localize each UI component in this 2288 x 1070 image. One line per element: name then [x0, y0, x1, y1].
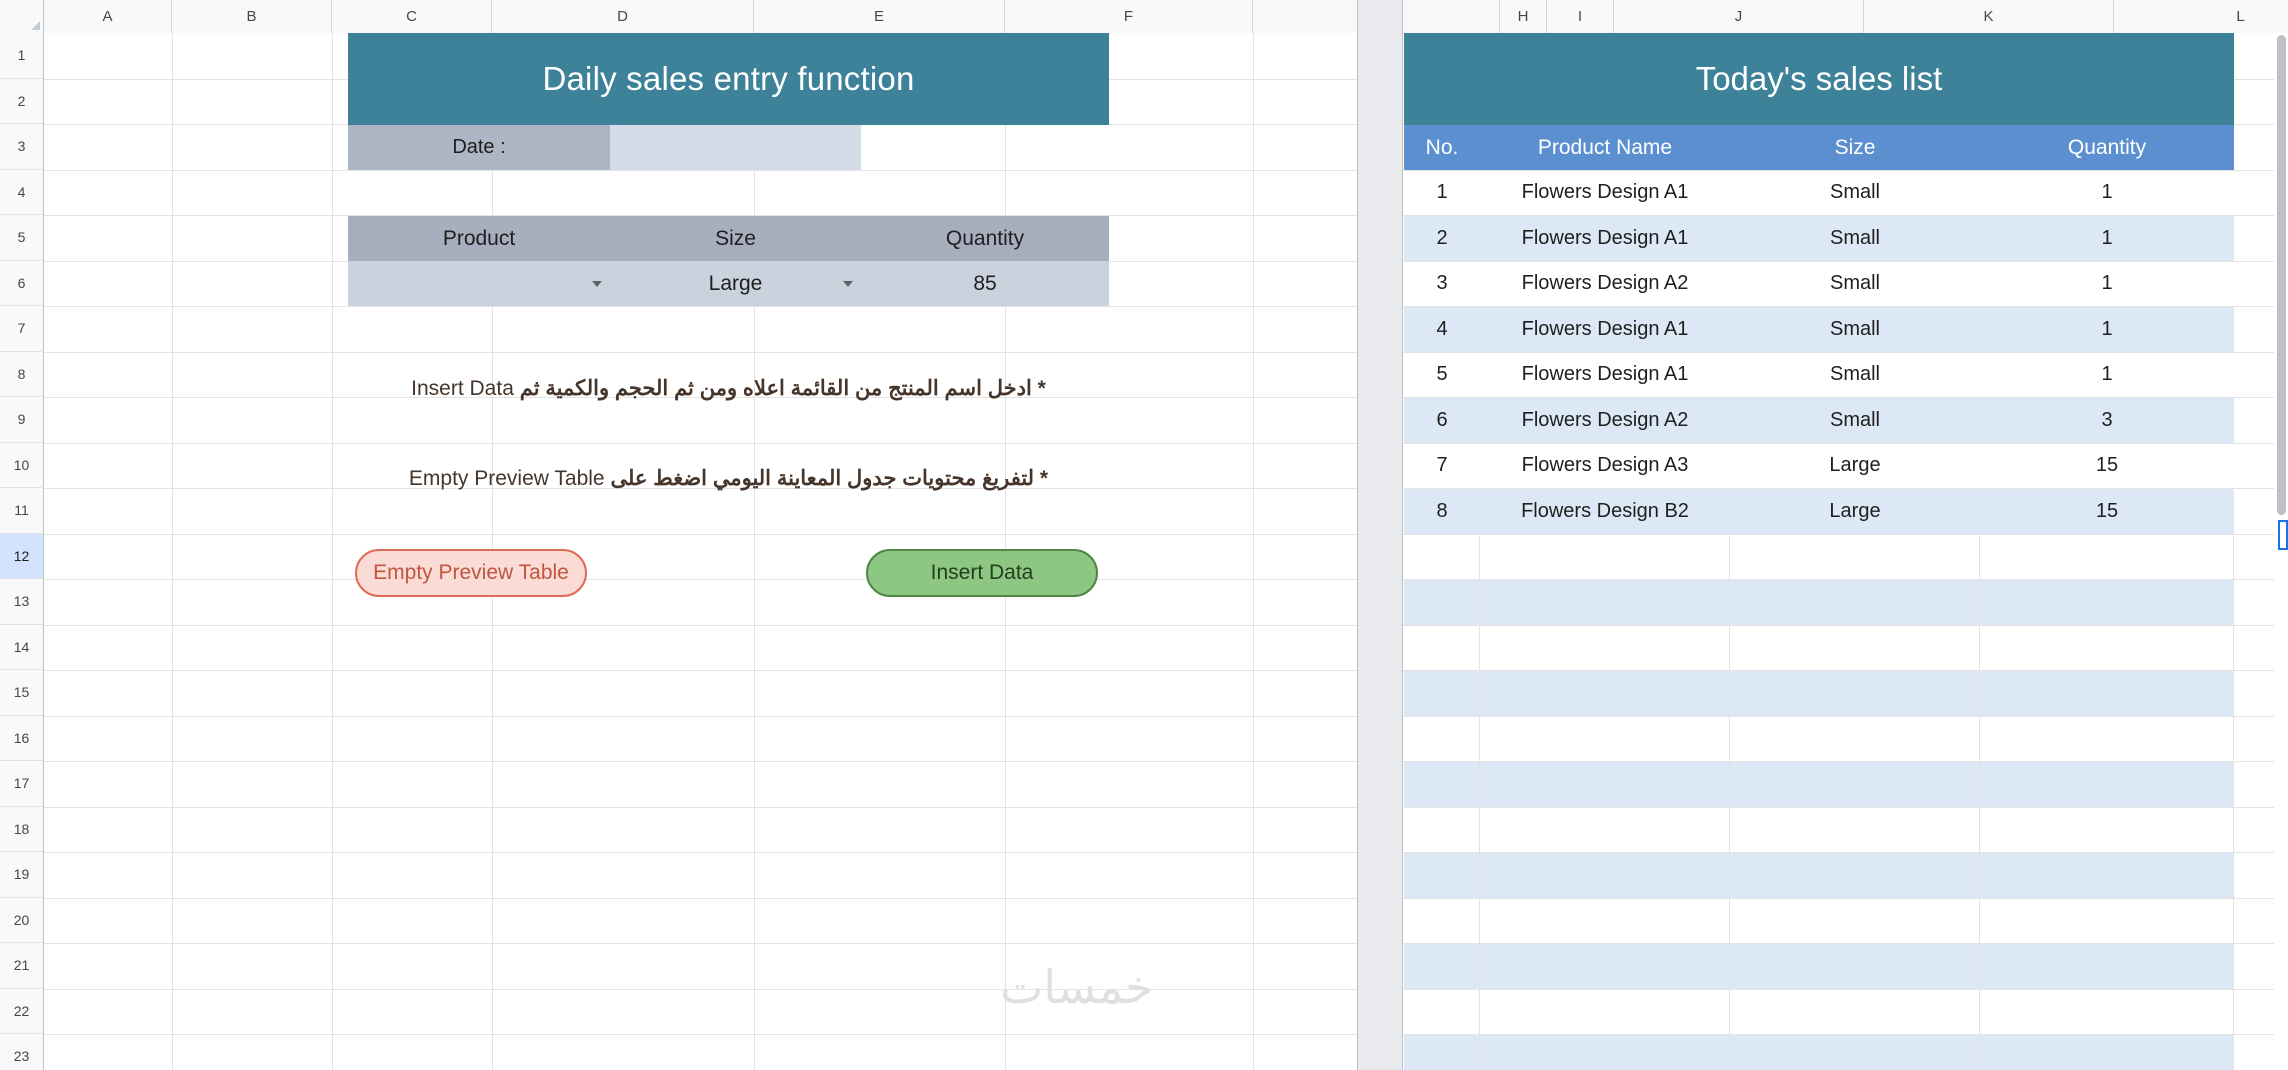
cell-empty [1480, 762, 1730, 808]
sales-list-col-quantity: Quantity [2067, 135, 2147, 159]
cell-empty [1480, 717, 1730, 763]
cell-empty [1730, 990, 1980, 1036]
column-header-a[interactable]: A [44, 0, 172, 33]
column-header-c[interactable]: C [332, 0, 492, 33]
row-headers[interactable] [0, 33, 44, 1070]
table-row-empty[interactable] [1404, 762, 2234, 808]
cell-quantity: 1 [2101, 226, 2113, 249]
cell-empty [1730, 808, 1980, 854]
cell-empty [1480, 535, 1730, 581]
column-header-k[interactable]: K [1864, 0, 2114, 33]
cell-empty [1480, 853, 1730, 899]
cell-no: 6 [1436, 408, 1448, 431]
row-header-21[interactable]: 21 [0, 943, 44, 989]
cell-empty [1980, 808, 2234, 854]
chevron-down-icon[interactable] [843, 281, 853, 287]
cell-empty [1730, 535, 1980, 581]
table-row[interactable] [1404, 444, 2234, 490]
cell-empty [1404, 1035, 1480, 1070]
cell-empty [1730, 762, 1980, 808]
cell-quantity: 1 [2101, 272, 2113, 295]
row-header-9[interactable]: 9 [0, 397, 44, 443]
table-row-empty[interactable] [1404, 853, 2234, 899]
row-header-14[interactable]: 14 [0, 625, 44, 671]
cell-size: Small [1829, 317, 1880, 340]
column-header-l[interactable]: L [2114, 0, 2288, 33]
cell-quantity: 1 [2101, 363, 2113, 386]
row-header-16[interactable]: 16 [0, 716, 44, 762]
cell-size: Small [1829, 363, 1880, 386]
cell-no: 1 [1436, 181, 1448, 204]
row-header-22[interactable]: 22 [0, 989, 44, 1035]
column-headers[interactable] [0, 0, 2288, 33]
row-header-17[interactable]: 17 [0, 761, 44, 807]
cell-empty [1404, 671, 1480, 717]
cell-no: 5 [1436, 363, 1448, 386]
cell-product: Flowers Design A1 [1521, 363, 1689, 386]
row-header-20[interactable]: 20 [0, 898, 44, 944]
cell-empty [1404, 990, 1480, 1036]
cell-no: 4 [1436, 317, 1448, 340]
cell-empty [1980, 899, 2234, 945]
cell-empty [1730, 944, 1980, 990]
chevron-down-icon[interactable] [592, 281, 602, 287]
instruction-note-2-latin: Empty Preview Table [408, 467, 605, 490]
cell-empty [1980, 717, 2234, 763]
column-header-d[interactable]: D [492, 0, 754, 33]
product-column-header: Product [348, 216, 610, 261]
cell-empty [1404, 580, 1480, 626]
row-header-23[interactable]: 23 [0, 1034, 44, 1070]
table-row-empty[interactable] [1404, 808, 2234, 854]
table-row-empty[interactable] [1404, 717, 2234, 763]
cell-empty [1404, 853, 1480, 899]
table-row[interactable] [1404, 307, 2234, 353]
table-row[interactable] [1404, 353, 2234, 399]
frozen-pane-divider[interactable] [1357, 0, 1403, 1070]
table-row-empty[interactable] [1404, 671, 2234, 717]
vertical-scrollbar[interactable] [2274, 33, 2288, 1070]
cell-empty [1980, 944, 2234, 990]
select-all-corner[interactable] [0, 0, 44, 33]
row-header-6[interactable]: 6 [0, 261, 44, 307]
insert-data-button[interactable]: Insert Data [866, 549, 1098, 597]
row-header-13[interactable]: 13 [0, 579, 44, 625]
cell-empty [1730, 671, 1980, 717]
vertical-scrollbar-thumb[interactable] [2277, 35, 2286, 515]
row-header-1[interactable]: 1 [0, 33, 44, 79]
column-header-i[interactable]: I [1547, 0, 1614, 33]
cell-empty [1730, 899, 1980, 945]
instruction-note-2-arabic: * لتفريغ محتويات جدول المعاينة اليومي اضغط على [610, 467, 1049, 490]
cell-no: 7 [1436, 454, 1448, 477]
date-label: Date : [348, 125, 610, 170]
cell-empty [1980, 580, 2234, 626]
row-header-10[interactable]: 10 [0, 443, 44, 489]
row-header-3[interactable]: 3 [0, 124, 44, 170]
cell-quantity: 15 [2095, 454, 2119, 477]
table-row-empty[interactable] [1404, 990, 2234, 1036]
row-header-18[interactable]: 18 [0, 807, 44, 853]
sales-list-col-size: Size [1834, 135, 1876, 159]
row-header-8[interactable]: 8 [0, 352, 44, 398]
table-row-empty[interactable] [1404, 944, 2234, 990]
cell-quantity: 1 [2101, 317, 2113, 340]
row-header-2[interactable]: 2 [0, 79, 44, 125]
cell-empty [1480, 626, 1730, 672]
cell-empty [1730, 1035, 1980, 1070]
cell-product: Flowers Design A1 [1521, 317, 1689, 340]
cell-empty [1980, 1035, 2234, 1070]
sales-list-col-product: Product Name [1537, 135, 1673, 159]
quantity-input[interactable]: 85 [861, 261, 1109, 306]
row-header-4[interactable]: 4 [0, 170, 44, 216]
cell-empty [1404, 944, 1480, 990]
date-input[interactable] [610, 125, 861, 170]
table-row[interactable] [1404, 262, 2234, 308]
cell-empty [1730, 717, 1980, 763]
cell-empty [1404, 626, 1480, 672]
cell-empty [1980, 626, 2234, 672]
row-header-19[interactable]: 19 [0, 852, 44, 898]
cell-quantity: 15 [2095, 499, 2119, 522]
row-header-11[interactable]: 11 [0, 488, 44, 534]
row-header-7[interactable]: 7 [0, 306, 44, 352]
watermark: خمسات [1000, 961, 1154, 1013]
cell-empty [1480, 580, 1730, 626]
cell-no: 3 [1436, 272, 1448, 295]
cell-empty [1404, 717, 1480, 763]
cell-quantity: 3 [2101, 408, 2113, 431]
cell-empty [1480, 899, 1730, 945]
cell-size: Large [1829, 454, 1881, 477]
cell-empty [1404, 808, 1480, 854]
table-row-empty[interactable] [1404, 899, 2234, 945]
cell-empty [1980, 535, 2234, 581]
empty-preview-table-button[interactable]: Empty Preview Table [355, 549, 587, 597]
cell-empty [1404, 535, 1480, 581]
product-dropdown[interactable] [348, 261, 610, 306]
cell-empty [1980, 671, 2234, 717]
cell-empty [1480, 944, 1730, 990]
column-header-f[interactable]: F [1005, 0, 1253, 33]
column-header-j[interactable]: J [1614, 0, 1864, 33]
column-header-h[interactable]: H [1500, 0, 1547, 33]
size-dropdown-value: Large [708, 271, 763, 295]
cell-size: Small [1829, 408, 1880, 431]
column-header-b[interactable]: B [172, 0, 332, 33]
size-dropdown[interactable] [610, 261, 861, 306]
table-row-empty[interactable] [1404, 535, 2234, 581]
row-header-15[interactable]: 15 [0, 670, 44, 716]
table-row[interactable] [1404, 398, 2234, 444]
table-row-empty[interactable] [1404, 626, 2234, 672]
sales-list-header-row [1404, 125, 2234, 170]
table-row[interactable] [1404, 216, 2234, 262]
cell-empty [1480, 808, 1730, 854]
cell-size: Small [1829, 272, 1880, 295]
column-header-e[interactable]: E [754, 0, 1005, 33]
cell-product: Flowers Design A1 [1521, 181, 1689, 204]
cell-empty [1480, 671, 1730, 717]
cell-size: Large [1829, 499, 1881, 522]
cell-product: Flowers Design B2 [1521, 499, 1689, 522]
instruction-note-1-latin: Insert Data [411, 377, 514, 400]
table-row-empty[interactable] [1404, 1035, 2234, 1070]
cell-size: Small [1829, 226, 1880, 249]
cell-empty [1404, 899, 1480, 945]
cell-product: Flowers Design A2 [1521, 272, 1689, 295]
row-header-12[interactable]: 12 [0, 534, 44, 580]
instruction-note-1 [348, 376, 1109, 401]
cell-product: Flowers Design A2 [1521, 408, 1689, 431]
cell-empty [1730, 853, 1980, 899]
size-column-header: Size [610, 216, 861, 261]
cell-quantity: 1 [2101, 181, 2113, 204]
sales-list-col-no: No. [1425, 135, 1459, 159]
row-header-5[interactable]: 5 [0, 215, 44, 261]
cell-size: Small [1829, 181, 1880, 204]
cell-product: Flowers Design A1 [1521, 226, 1689, 249]
table-row[interactable] [1404, 171, 2234, 217]
cell-empty [1404, 762, 1480, 808]
cell-no: 8 [1436, 499, 1448, 522]
cell-empty [1980, 853, 2234, 899]
sales-list-title: Today's sales list [1404, 33, 2234, 125]
cell-empty [1980, 990, 2234, 1036]
table-row-empty[interactable] [1404, 580, 2234, 626]
table-row[interactable] [1404, 489, 2234, 535]
entry-panel-title: Daily sales entry function [348, 33, 1109, 125]
cell-empty [1730, 626, 1980, 672]
instruction-note-2 [348, 466, 1109, 491]
cell-empty [1730, 580, 1980, 626]
cell-product: Flowers Design A3 [1521, 454, 1689, 477]
quantity-column-header: Quantity [861, 216, 1109, 261]
selection-marker [2278, 520, 2288, 550]
instruction-note-1-arabic: * ادخل اسم المنتج من القائمة اعلاه ومن ثم الحجم والكمية ثم [519, 377, 1046, 400]
cell-empty [1480, 1035, 1730, 1070]
cell-empty [1980, 762, 2234, 808]
cell-no: 2 [1436, 226, 1448, 249]
cell-empty [1480, 990, 1730, 1036]
